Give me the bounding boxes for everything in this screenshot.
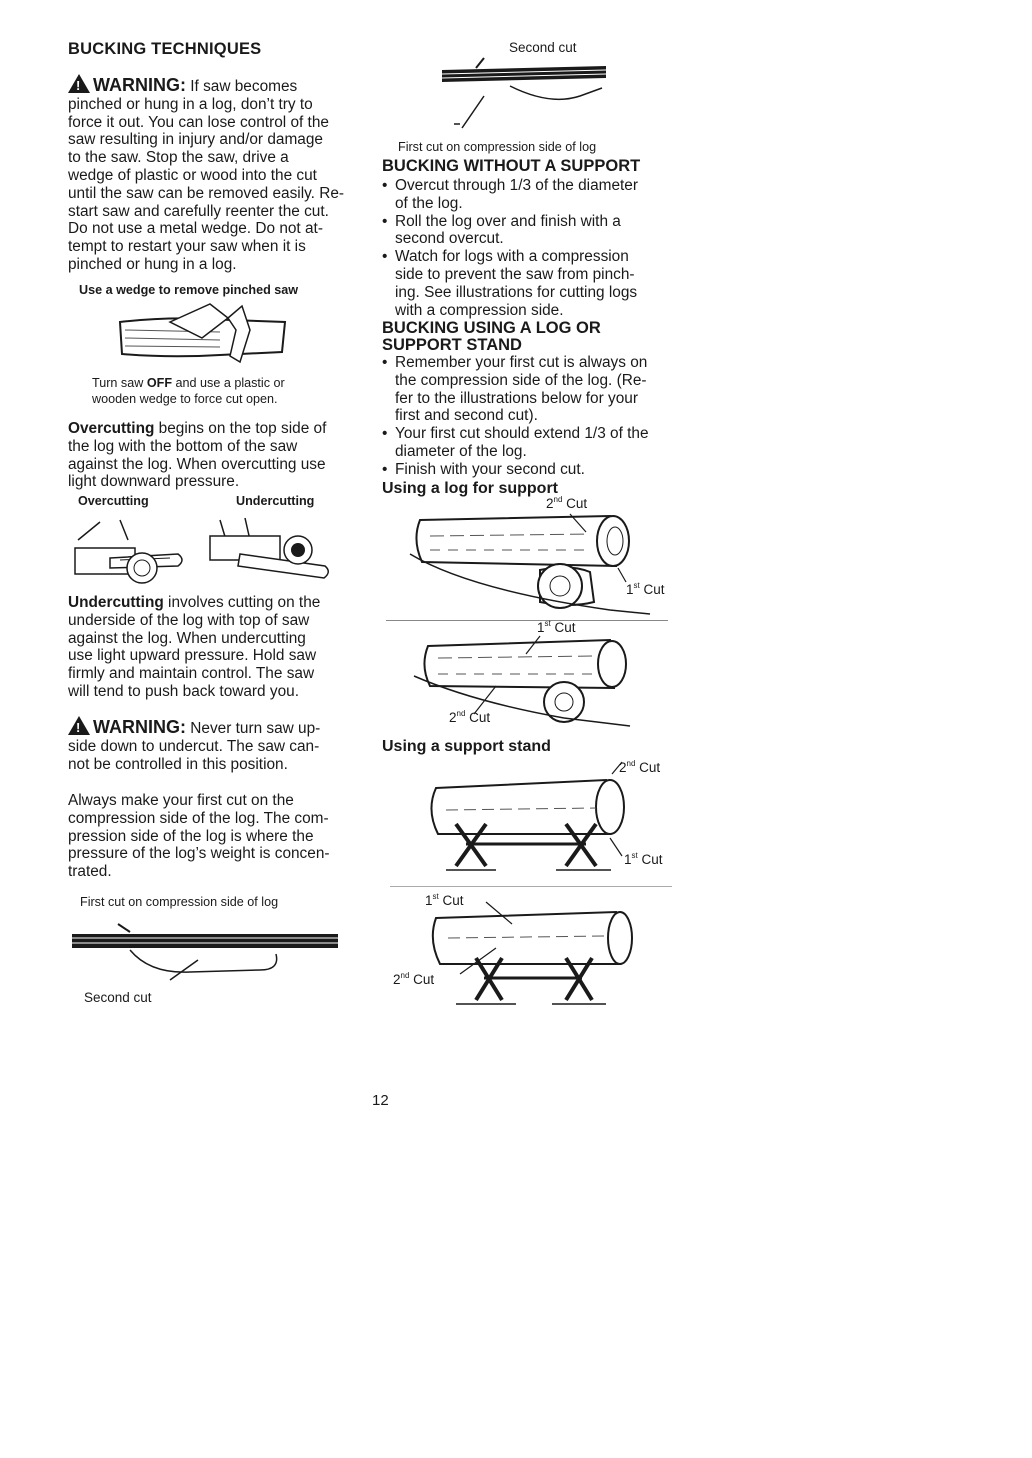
divider (390, 886, 672, 887)
list-item: • Overcut through 1/3 of the diameter of the log. (382, 177, 682, 213)
label-1st-cut: 1st Cut (425, 892, 464, 908)
label-1st-cut: 1st Cut (624, 851, 663, 867)
label-2nd-cut: 2nd Cut (546, 495, 588, 511)
warning-text-line: saw resulting in injury and/or damage (68, 131, 323, 149)
wedge-figure-caption: Use a wedge to remove pinched saw (79, 283, 299, 297)
no-support-list (382, 177, 682, 319)
wedge-note-line2: wooden wedge to force cut open. (92, 392, 278, 406)
warning-text-line: pinched or hung in a log, don’t try to (68, 95, 313, 113)
warning-text-line: tempt to restart your saw when it is (68, 238, 306, 256)
compression-log-illustration-right (440, 56, 610, 138)
support-list (382, 354, 682, 479)
list-item: • Roll the log over and finish with a second overcut. (382, 213, 682, 249)
page-number: 12 (372, 1092, 389, 1109)
warning-text-line: force it out. You can lose control of the (68, 113, 329, 131)
section-title: BUCKING TECHNIQUES (68, 40, 262, 58)
divider (386, 620, 668, 621)
undercutting-paragraph: Undercutting involves cutting on the underside of the log with top of saw against the log. When undercutting use light upward pressure. Hold saw firmly and maintain control. The saw will tend to push back toward you. (68, 594, 321, 700)
overcutting-drawing (75, 520, 182, 583)
right-fig-first-cut-caption: First cut on compression side of log (398, 140, 597, 154)
undercutting-label: Undercutting (236, 494, 315, 508)
overcutting-undercutting-illustration (70, 510, 340, 588)
list-item: • Watch for logs with a compression side to prevent the saw from pinch- ing. See illustrations for cutting logs with a compression side. (382, 248, 682, 319)
compression-paragraph: Always make your first cut on the compression side of the log. The com- pression side of the log is where the pressure of the log’s weight is concen- trated. (68, 792, 330, 881)
warning-triangle-icon (68, 74, 90, 93)
compression-log-illustration-left (70, 912, 342, 987)
label-1st-cut: 1st Cut (537, 619, 576, 635)
warning-text-line: until the saw can be removed easily. Re- (68, 184, 345, 202)
label-1st-cut: 1st Cut (626, 581, 665, 597)
warning-text-line: If saw becomes (186, 78, 298, 95)
warning-text-line: Do not use a metal wedge. Do not at- (68, 220, 323, 238)
overcutting-paragraph: Overcutting begins on the top side of the log with the bottom of the saw against the log. When overcutting use light downward pressure. (68, 420, 327, 491)
wedge-note: Turn saw OFF and use a plastic or (92, 376, 285, 390)
list-item: • Your first cut should extend 1/3 of the diameter of the log. (382, 425, 682, 461)
left-fig-first-cut-caption: First cut on compression side of log (80, 895, 279, 909)
no-support-heading: BUCKING WITHOUT A SUPPORT (382, 157, 641, 175)
label-2nd-cut: 2nd Cut (619, 759, 661, 775)
warning-block-pinched (68, 74, 368, 274)
warning-text-line: start saw and carefully reenter the cut. (68, 202, 329, 220)
warning-triangle-icon (68, 716, 90, 735)
warning-text-line: wedge of plastic or wood into the cut (68, 166, 317, 184)
warning-text-line: to the saw. Stop the saw, drive a (68, 149, 289, 167)
label-2nd-cut: 2nd Cut (449, 709, 491, 725)
label-2nd-cut: 2nd Cut (393, 971, 435, 987)
right-fig-second-cut-caption: Second cut (509, 40, 577, 55)
list-item: • Remember your first cut is always on the compression side of the log. (Re- fer to the illustrations below for your first and second cut). (382, 354, 682, 425)
overcutting-label: Overcutting (78, 494, 149, 508)
undercutting-term: Undercutting (68, 594, 164, 611)
warning-title: WARNING: (93, 75, 186, 95)
warning-text-line: pinched or hung in a log. (68, 255, 237, 273)
stand-illustration-2 (426, 904, 636, 1012)
support-stand-title: Using a support stand (382, 738, 551, 755)
warning-block-upside-down: !WARNING: Never turn saw up- side down to undercut. The saw can- not be controlled in this position. (68, 716, 368, 773)
log-support-illustration-1 (410, 510, 660, 620)
overcutting-term: Overcutting (68, 420, 155, 437)
left-fig-second-cut-caption: Second cut (84, 990, 152, 1005)
list-item: • Finish with your second cut. (382, 461, 682, 479)
support-heading: BUCKING USING A LOG OR SUPPORT STAND (382, 319, 601, 354)
log-support-title: Using a log for support (382, 480, 558, 497)
stand-illustration-1 (426, 770, 636, 880)
warning-title: WARNING: (93, 717, 186, 737)
wedge-illustration (110, 300, 290, 370)
undercutting-drawing (210, 518, 328, 578)
